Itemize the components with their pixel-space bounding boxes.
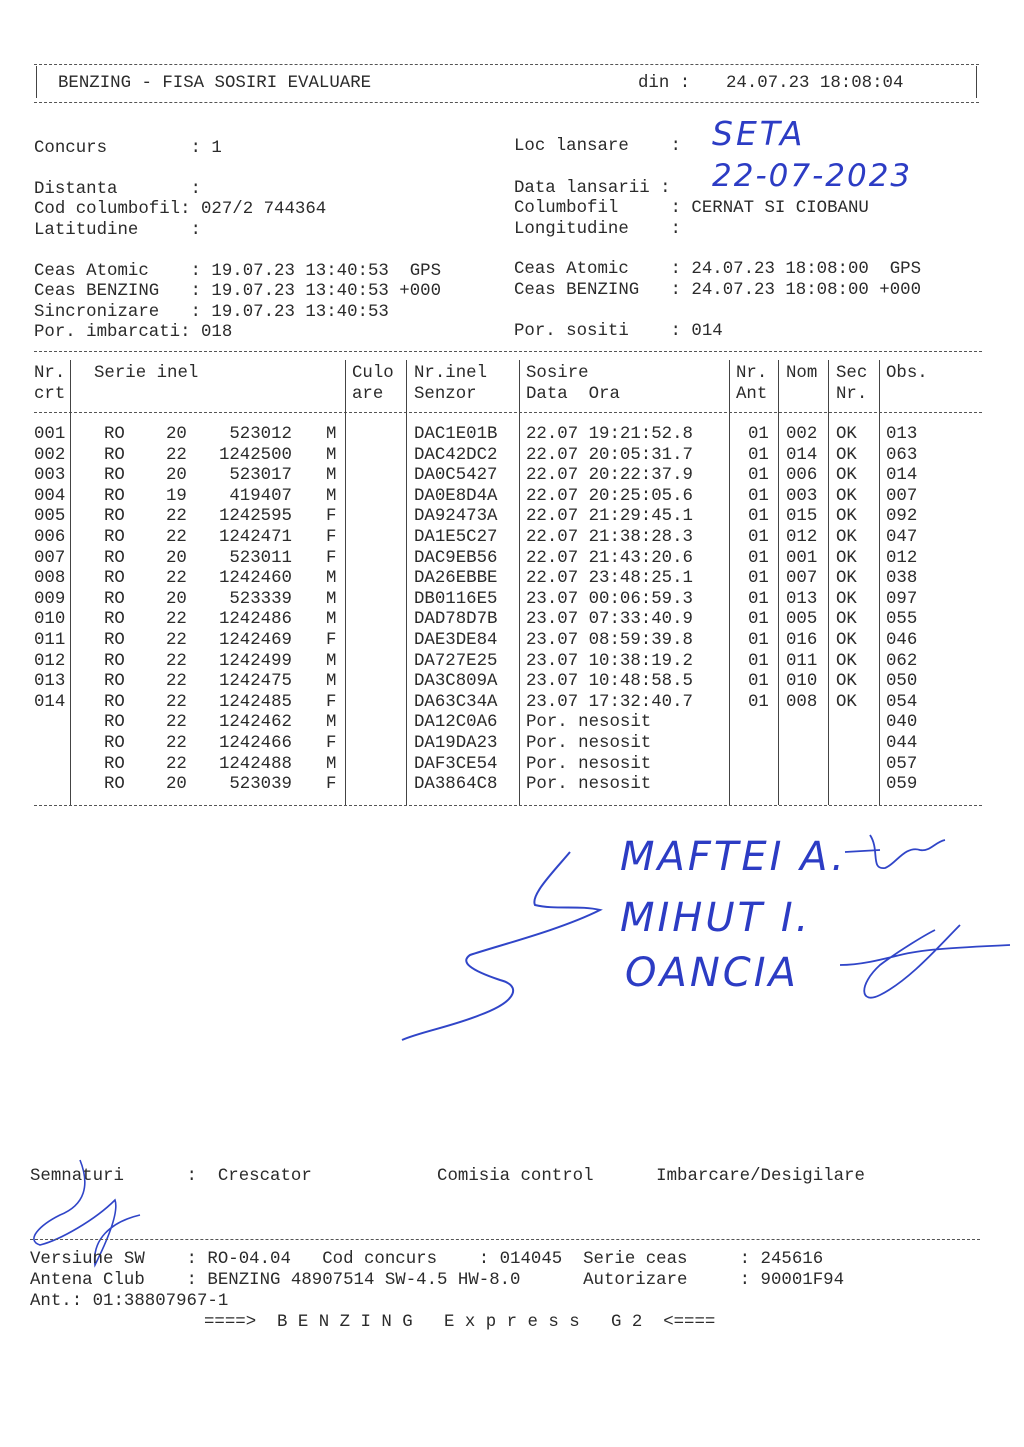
col-header-nr-ant-2: Ant: [736, 385, 768, 404]
col-header-nr-inel-2: Senzor: [414, 385, 477, 404]
cell-sex: M: [326, 445, 337, 465]
cell-sosire: 22.07 19:21:52.8: [526, 425, 693, 444]
longitudine-line: Longitudine :: [514, 220, 681, 239]
cell-senzor: DA63C34A: [414, 692, 498, 712]
cell-an: 22: [166, 569, 187, 589]
cell-nr-inel: 1242595: [218, 507, 292, 527]
cell-crt: 011: [34, 631, 66, 650]
cell-ant: 01: [748, 528, 769, 547]
antena-line: Antena Club : BENZING 48907514 SW-4.5 HW-8.0 Autorizare : 90001F94: [30, 1271, 845, 1290]
cell-sosire: 22.07 21:29:45.1: [526, 507, 693, 527]
cell-sosire: 22.07 21:43:20.6: [526, 548, 693, 568]
cell-ant: 01: [748, 466, 769, 486]
cell-crt: 012: [34, 651, 66, 671]
col-header-serie-inel: Serie inel: [94, 364, 199, 383]
cell-sosire: 22.07 20:05:31.7: [526, 445, 693, 465]
cell-obs: 055: [886, 610, 918, 630]
cell-nr-inel: 1242469: [218, 631, 292, 650]
report-title: BENZING - FISA SOSIRI EVALUARE: [58, 74, 372, 93]
cell-obs: 063: [886, 445, 918, 465]
col-header-nom: Nom: [786, 364, 818, 383]
cell-nom: 005: [786, 610, 818, 630]
cell-sec: OK: [836, 425, 857, 444]
cell-sosire: Por. nesosit: [526, 754, 652, 774]
cell-sex: M: [326, 672, 337, 692]
col-header-obs: Obs.: [886, 364, 928, 383]
cell-an: 20: [166, 425, 187, 444]
cell-obs: 038: [886, 569, 918, 589]
cell-sex: M: [326, 589, 337, 609]
cell-an: 22: [166, 507, 187, 527]
cell-sosire: 23.07 17:32:40.7: [526, 692, 693, 712]
cell-sosire: 23.07 10:48:58.5: [526, 672, 693, 692]
cell-an: 22: [166, 445, 187, 465]
cell-sosire: 22.07 20:25:05.6: [526, 486, 693, 506]
loc-lansare-label: Loc lansare :: [514, 137, 681, 156]
col-header-nr-crt-1: Nr.: [34, 364, 66, 383]
cell-an: 22: [166, 754, 187, 774]
cell-tara: RO: [104, 754, 125, 774]
cell-sosire: Por. nesosit: [526, 713, 652, 733]
cell-tara: RO: [104, 445, 125, 465]
cell-crt: 010: [34, 610, 66, 630]
loc-lansare-handwritten: SETA: [712, 114, 806, 153]
cell-nr-inel: 523011: [229, 548, 292, 568]
versiune-line: Versiune SW : RO-04.04 Cod concurs : 014045 Serie ceas : 245616: [30, 1250, 824, 1269]
cell-sex: F: [326, 507, 337, 527]
cell-an: 20: [166, 548, 187, 568]
cell-sosire: Por. nesosit: [526, 734, 652, 753]
cell-senzor: DA3C809A: [414, 672, 498, 692]
cell-sec: OK: [836, 548, 857, 568]
cell-ant: 01: [748, 548, 769, 568]
cell-nom: 010: [786, 672, 818, 692]
cell-obs: 050: [886, 672, 918, 692]
cell-an: 22: [166, 610, 187, 630]
cell-nom: 001: [786, 548, 818, 568]
semnaturi-line: Semnaturi : Crescator Comisia control Imbarcare/Desigilare: [30, 1167, 865, 1186]
cell-ant: 01: [748, 692, 769, 712]
cell-tara: RO: [104, 672, 125, 692]
col-header-culoare-1: Culo: [352, 364, 394, 383]
cell-sex: F: [326, 631, 337, 650]
cell-sex: F: [326, 734, 337, 753]
cell-sex: M: [326, 425, 337, 444]
cell-senzor: DAD78D7B: [414, 610, 498, 630]
col-header-nr-crt-2: crt: [34, 385, 66, 404]
cell-sex: M: [326, 713, 337, 733]
cell-an: 19: [166, 486, 187, 506]
cell-ant: 01: [748, 610, 769, 630]
sincronizare-line: Sincronizare : 19.07.23 13:40:53: [34, 303, 389, 322]
cell-tara: RO: [104, 734, 125, 753]
cell-senzor: DAF3CE54: [414, 754, 498, 774]
cell-tara: RO: [104, 425, 125, 444]
cell-sec: OK: [836, 528, 857, 547]
cell-nr-inel: 1242486: [218, 610, 292, 630]
cell-nr-inel: 1242488: [218, 754, 292, 774]
cell-sosire: 23.07 08:59:39.8: [526, 631, 693, 650]
cell-nom: 016: [786, 631, 818, 650]
cell-senzor: DA727E25: [414, 651, 498, 671]
cell-sec: OK: [836, 631, 857, 650]
cell-sec: OK: [836, 672, 857, 692]
ceas-benzing-right: Ceas BENZING : 24.07.23 18:08:00 +000: [514, 281, 922, 300]
cell-sec: OK: [836, 507, 857, 527]
cell-nr-inel: 523017: [229, 466, 292, 486]
cell-nr-inel: 1242500: [218, 445, 292, 465]
cell-obs: 092: [886, 507, 918, 527]
cell-sec: OK: [836, 445, 857, 465]
cell-sosire: 23.07 00:06:59.3: [526, 589, 693, 609]
data-lansarii-handwritten: 22-07-2023: [712, 158, 913, 194]
ant-line: Ant.: 01:38807967-1: [30, 1292, 229, 1311]
cell-senzor: DA12C0A6: [414, 713, 498, 733]
cell-sex: M: [326, 569, 337, 589]
cell-an: 22: [166, 528, 187, 547]
col-header-sec-1: Sec: [836, 364, 868, 383]
cell-senzor: DAC42DC2: [414, 445, 498, 465]
cell-nr-inel: 523012: [229, 425, 292, 444]
por-imbarcati-line: Por. imbarcati: 018: [34, 323, 233, 342]
cell-nr-inel: 523339: [229, 589, 292, 609]
cell-sex: M: [326, 610, 337, 630]
cell-sec: OK: [836, 569, 857, 589]
latitudine-line: Latitudine :: [34, 221, 201, 240]
cell-nom: 012: [786, 528, 818, 547]
cell-nr-inel: 523039: [229, 775, 292, 795]
cell-sex: F: [326, 775, 337, 795]
cell-nr-inel: 1242462: [218, 713, 292, 733]
benzing-banner: ====> B E N Z I N G E x p r e s s G 2 <====: [204, 1313, 716, 1332]
cell-sec: OK: [836, 692, 857, 712]
ceas-benzing-left: Ceas BENZING : 19.07.23 13:40:53 +000: [34, 282, 442, 301]
cell-obs: 014: [886, 466, 918, 486]
cell-nom: 008: [786, 692, 818, 712]
cell-senzor: DA1E5C27: [414, 528, 498, 547]
cell-crt: 001: [34, 425, 66, 444]
cell-sec: OK: [836, 651, 857, 671]
cell-nr-inel: 1242475: [218, 672, 292, 692]
cell-sosire: 23.07 10:38:19.2: [526, 651, 693, 671]
concurs-line: Concurs : 1: [34, 139, 222, 158]
cell-nom: 003: [786, 486, 818, 506]
cell-nr-inel: 1242485: [218, 692, 292, 712]
cell-tara: RO: [104, 466, 125, 486]
col-header-sosire-1: Sosire: [526, 364, 589, 383]
cell-senzor: DA3864C8: [414, 775, 498, 795]
cell-sex: M: [326, 466, 337, 486]
data-lansarii-label: Data lansarii :: [514, 179, 671, 198]
cell-obs: 062: [886, 651, 918, 671]
columbofil-line: Columbofil : CERNAT SI CIOBANU: [514, 199, 869, 218]
cell-tara: RO: [104, 713, 125, 733]
cell-tara: RO: [104, 548, 125, 568]
cell-an: 20: [166, 466, 187, 486]
cell-an: 22: [166, 631, 187, 650]
signature-scribble-2: [845, 835, 945, 868]
cell-senzor: DA0C5427: [414, 466, 498, 486]
cell-senzor: DAC9EB56: [414, 548, 498, 568]
ceas-atomic-right: Ceas Atomic : 24.07.23 18:08:00 GPS: [514, 260, 922, 279]
cell-obs: 054: [886, 692, 918, 712]
cell-an: 22: [166, 672, 187, 692]
cell-senzor: DA0E8D4A: [414, 486, 498, 506]
col-header-sec-2: Nr.: [836, 385, 868, 404]
col-header-nr-ant-1: Nr.: [736, 364, 768, 383]
cell-nom: 007: [786, 569, 818, 589]
col-header-culoare-2: are: [352, 385, 384, 404]
cell-sec: OK: [836, 466, 857, 486]
cell-ant: 01: [748, 651, 769, 671]
cell-nr-inel: 1242460: [218, 569, 292, 589]
cell-nr-inel: 1242471: [218, 528, 292, 547]
cell-senzor: DA92473A: [414, 507, 498, 527]
cell-sex: F: [326, 692, 337, 712]
cell-obs: 013: [886, 425, 918, 444]
cell-senzor: DAC1E01B: [414, 425, 498, 444]
cell-tara: RO: [104, 569, 125, 589]
cell-senzor: DB0116E5: [414, 589, 498, 609]
cell-obs: 040: [886, 713, 918, 733]
cell-senzor: DA19DA23: [414, 734, 498, 753]
report-date-value: 24.07.23 18:08:04: [726, 74, 904, 93]
por-sositi-line: Por. sositi : 014: [514, 322, 723, 341]
cell-obs: 012: [886, 548, 918, 568]
cell-sosire: 22.07 21:38:28.3: [526, 528, 693, 547]
cell-tara: RO: [104, 486, 125, 506]
cell-sosire: 23.07 07:33:40.9: [526, 610, 693, 630]
cell-crt: 014: [34, 692, 66, 712]
cell-tara: RO: [104, 692, 125, 712]
cell-sec: OK: [836, 610, 857, 630]
handwritten-name-oancia: OANCIA: [625, 950, 799, 996]
cell-obs: 097: [886, 589, 918, 609]
footer-separator: [30, 1239, 980, 1240]
cell-nom: 002: [786, 425, 818, 444]
cell-crt: 005: [34, 507, 66, 527]
cell-sosire: 22.07 23:48:25.1: [526, 569, 693, 589]
col-header-nr-inel-1: Nr.inel: [414, 364, 488, 383]
report-date-label: din :: [638, 74, 691, 93]
cell-sosire: Por. nesosit: [526, 775, 652, 795]
cell-obs: 047: [886, 528, 918, 547]
cell-crt: 002: [34, 445, 66, 465]
cell-nom: 006: [786, 466, 818, 486]
cell-an: 20: [166, 775, 187, 795]
cell-sec: OK: [836, 486, 857, 506]
cell-ant: 01: [748, 425, 769, 444]
cell-crt: 009: [34, 589, 66, 609]
cell-nr-inel: 1242499: [218, 651, 292, 671]
cell-an: 22: [166, 692, 187, 712]
cell-crt: 003: [34, 466, 66, 486]
cell-nom: 011: [786, 651, 818, 671]
cell-crt: 008: [34, 569, 66, 589]
cell-tara: RO: [104, 507, 125, 527]
signature-scribble-3: [840, 925, 1010, 998]
cell-tara: RO: [104, 651, 125, 671]
handwritten-name-maftei: MAFTEI A.: [620, 834, 847, 880]
cell-sex: M: [326, 651, 337, 671]
cell-an: 22: [166, 713, 187, 733]
cell-nom: 014: [786, 445, 818, 465]
signature-scribble-1: [402, 852, 600, 1040]
cell-sec: OK: [836, 589, 857, 609]
cell-senzor: DAE3DE84: [414, 631, 498, 650]
cell-an: 22: [166, 734, 187, 753]
distanta-line: Distanta :: [34, 180, 201, 199]
cell-crt: 013: [34, 672, 66, 692]
cell-crt: 007: [34, 548, 66, 568]
cell-sex: M: [326, 486, 337, 506]
cell-ant: 01: [748, 589, 769, 609]
cell-obs: 057: [886, 754, 918, 774]
cell-tara: RO: [104, 610, 125, 630]
cell-nr-inel: 1242466: [218, 734, 292, 753]
cell-ant: 01: [748, 486, 769, 506]
ceas-atomic-left: Ceas Atomic : 19.07.23 13:40:53 GPS: [34, 262, 442, 281]
cell-tara: RO: [104, 775, 125, 795]
cell-obs: 044: [886, 734, 918, 753]
cell-sosire: 22.07 20:22:37.9: [526, 466, 693, 486]
cell-obs: 059: [886, 775, 918, 795]
cell-ant: 01: [748, 569, 769, 589]
cell-sex: F: [326, 528, 337, 547]
cell-tara: RO: [104, 589, 125, 609]
cell-ant: 01: [748, 507, 769, 527]
cell-obs: 007: [886, 486, 918, 506]
cell-obs: 046: [886, 631, 918, 650]
cell-sex: F: [326, 548, 337, 568]
cell-nr-inel: 419407: [229, 486, 292, 506]
cell-sex: M: [326, 754, 337, 774]
handwritten-name-mihut: MIHUT I.: [620, 895, 812, 941]
cell-nom: 015: [786, 507, 818, 527]
cell-senzor: DA26EBBE: [414, 569, 498, 589]
cell-an: 22: [166, 651, 187, 671]
cell-crt: 004: [34, 486, 66, 506]
col-header-sosire-2: Data Ora: [526, 385, 620, 404]
cell-ant: 01: [748, 631, 769, 650]
cell-crt: 006: [34, 528, 66, 547]
cod-columbofil-line: Cod columbofil: 027/2 744364: [34, 200, 327, 219]
cell-ant: 01: [748, 445, 769, 465]
cell-an: 20: [166, 589, 187, 609]
cell-tara: RO: [104, 528, 125, 547]
cell-ant: 01: [748, 672, 769, 692]
cell-tara: RO: [104, 631, 125, 650]
cell-nom: 013: [786, 589, 818, 609]
